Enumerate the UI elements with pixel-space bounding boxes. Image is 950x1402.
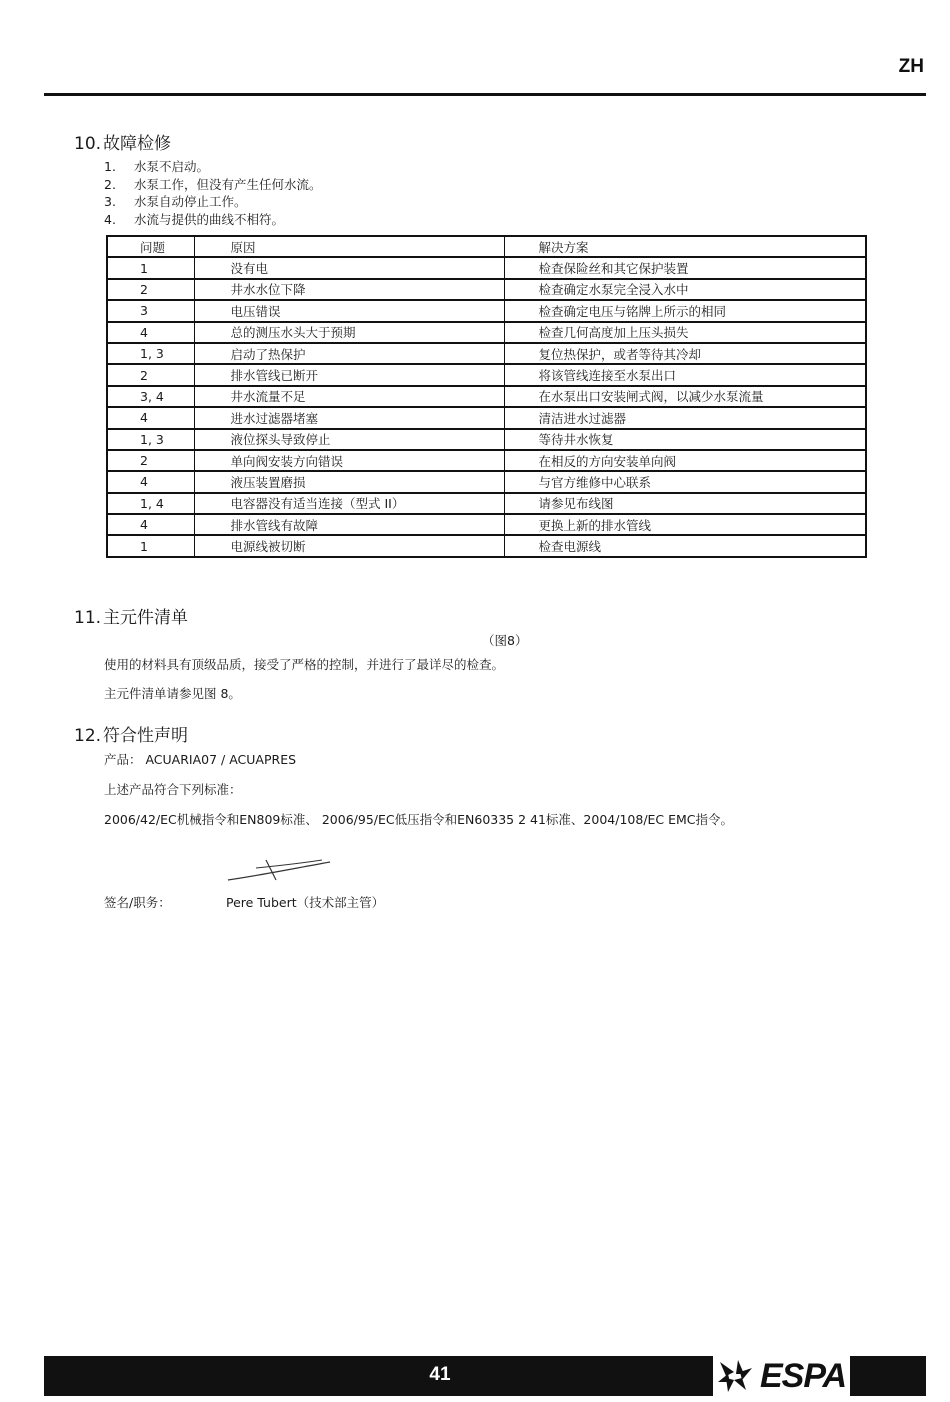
section-title: 符合性声明 <box>103 726 189 746</box>
list-item: 3. 水泵自动停止工作。 <box>104 194 247 209</box>
figure-reference: （图8） <box>482 633 528 648</box>
page-number: 41 <box>429 1364 451 1385</box>
section-title: 主元件清单 <box>103 608 189 628</box>
table-row: 1 电源线被切断 检查电源线 <box>107 535 866 556</box>
section-12-heading <box>74 721 188 746</box>
section-number: 12. <box>74 726 102 746</box>
table-row: 1 没有电 检查保险丝和其它保护装置 <box>107 257 866 278</box>
table-row: 4 排水管线有故障 更换上新的排水管线 <box>107 514 866 535</box>
symptom-list <box>104 158 322 228</box>
table-row: 1, 3 启动了热保护 复位热保护，或者等待其冷却 <box>107 343 866 364</box>
list-item: 4. 水流与提供的曲线不相符。 <box>104 211 285 227</box>
table-row: 2 排水管线已断开 将该管线连接至水泵出口 <box>107 364 866 385</box>
column-header: 解决方案 <box>504 236 866 257</box>
table-row: 3 电压错误 检查确定电压与铭牌上所示的相同 <box>107 300 866 321</box>
table-row: 1, 4 电容器没有适当连接（型式 II） 请参见布线图 <box>107 493 866 514</box>
table-header-row <box>107 236 866 257</box>
standards-list: 2006/42/EC机械指令和EN809标准、 2006/95/EC低压指令和EN60335 2 41标准、2004/108/EC EMC指令。 <box>104 812 734 827</box>
signature-image <box>226 856 336 886</box>
table-row: 4 总的测压水头大于预期 检查几何高度加上压头损失 <box>107 322 866 343</box>
troubleshooting-table <box>106 235 867 558</box>
materials-statement: 使用的材料具有顶级品质，接受了严格的控制，并进行了最详尽的检查。 <box>104 657 505 672</box>
section-number: 10. <box>74 134 102 154</box>
table-row: 4 进水过滤器堵塞 清洁进水过滤器 <box>107 407 866 428</box>
parts-list-reference: 主元件清单请参见图 8。 <box>104 686 241 701</box>
table-row: 2 单向阀安装方向错误 在相反的方向安装单向阀 <box>107 450 866 471</box>
product-line: 产品： ACUARIA07 / ACUAPRES <box>104 752 297 767</box>
signatory-name: Pere Tubert（技术部主管） <box>226 895 385 910</box>
table-row: 3, 4 井水流量不足 在水泵出口安装闸式阀，以减少水泵流量 <box>107 386 866 407</box>
table-row: 4 液压装置磨损 与官方维修中心联系 <box>107 471 866 492</box>
section-10-heading <box>74 129 171 154</box>
standards-intro: 上述产品符合下列标准： <box>104 782 242 797</box>
section-11-heading <box>74 603 188 628</box>
signature-label: 签名/职务： <box>104 895 171 910</box>
header-rule <box>44 93 926 96</box>
language-tag: ZH <box>898 56 924 77</box>
column-header: 问题 <box>107 236 194 257</box>
brand-logo-text: ESPA <box>760 1357 847 1395</box>
section-number: 11. <box>74 608 102 628</box>
list-item: 2. 水泵工作，但没有产生任何水流。 <box>104 176 322 192</box>
espa-logo-icon <box>716 1358 758 1394</box>
table-row: 1, 3 液位探头导致停止 等待井水恢复 <box>107 429 866 450</box>
table-row: 2 井水水位下降 检查确定水泵完全浸入水中 <box>107 279 866 300</box>
list-item: 1. 水泵不启动。 <box>104 159 210 174</box>
column-header: 原因 <box>194 236 504 257</box>
section-title: 故障检修 <box>103 134 172 154</box>
